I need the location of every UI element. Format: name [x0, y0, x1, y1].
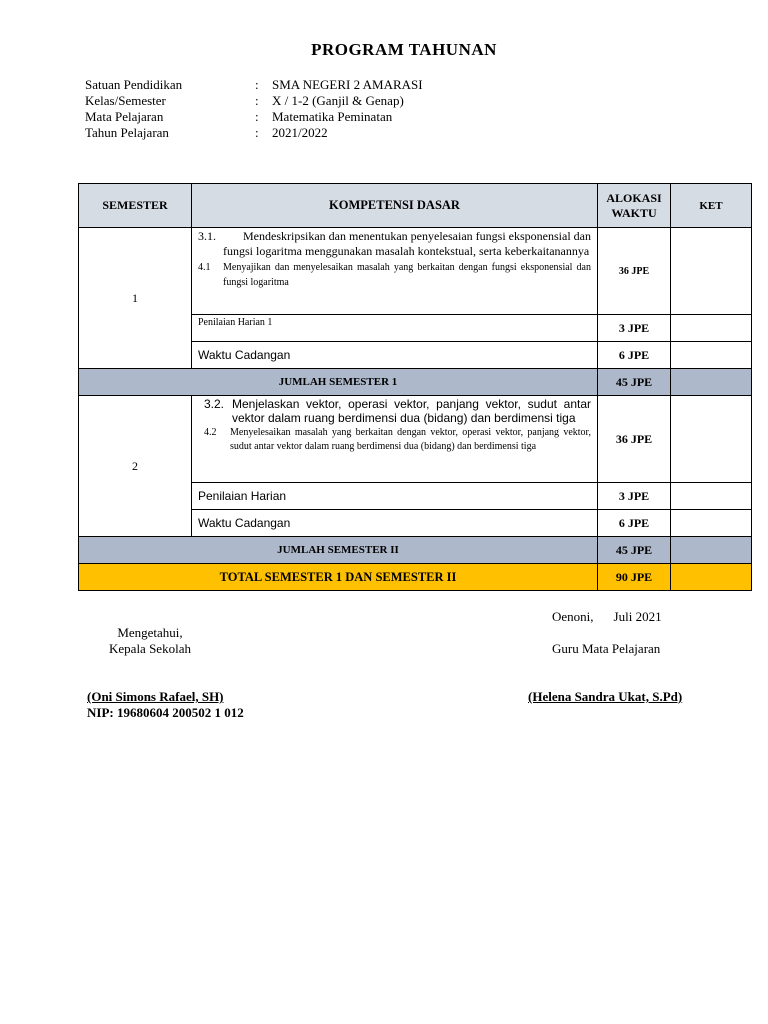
- ket-cell: [671, 510, 752, 537]
- table-header-row: [79, 184, 752, 228]
- semester-number: 1: [79, 228, 192, 369]
- signature-left-line1: Mengetahui,: [117, 625, 183, 640]
- kd-text: Menyelesaikan masalah yang berkaitan dengan vektor, operasi vektor, panjang vektor, sudut antar vektor dalam ruang berdimensi dua (bidang) dan berdimensi tiga: [230, 427, 591, 452]
- place-text: Oenoni,: [552, 609, 594, 624]
- info-label: Mata Pelajaran: [85, 109, 164, 124]
- kd-cell: [192, 396, 598, 483]
- signature-left-line2: Kepala Sekolah: [109, 641, 191, 656]
- kd-text: Menjelaskan vektor, operasi vektor, panjang vektor, sudut antar vektor dalam ruang berdimensi dua (bidang) dan berdimensi tiga: [232, 397, 591, 425]
- header-alokasi-line2: WAKTU: [611, 205, 657, 220]
- penilaian-label: Penilaian Harian: [192, 483, 598, 510]
- kd-text: Menyajikan dan menyelesaikan masalah yang berkaitan dengan fungsi eksponensial dan fungsi logaritma: [223, 262, 591, 288]
- date-text: Juli 2021: [613, 609, 662, 624]
- info-colon: :: [255, 125, 259, 140]
- info-value: SMA NEGERI 2 AMARASI: [272, 77, 423, 92]
- principal-nip: NIP: 19680604 200502 1 012: [87, 705, 244, 720]
- info-label: Kelas/Semester: [85, 93, 166, 108]
- kd-text: Mendeskripsikan dan menentukan penyelesaian fungsi eksponensial dan fungsi logaritma menggunakan masalah kontekstual, serta keberkaitanannya: [223, 229, 591, 258]
- ket-cell: [671, 537, 752, 564]
- ket-cell: [671, 342, 752, 369]
- kd-item: [198, 397, 591, 425]
- alokasi-value: 36 JPE: [598, 228, 671, 315]
- alokasi-value: 6 JPE: [598, 510, 671, 537]
- header-alokasi-line1: ALOKASI: [606, 190, 662, 205]
- ket-cell: [671, 483, 752, 510]
- cadangan-label: Waktu Cadangan: [192, 510, 598, 537]
- table-row-sum-sem2: [79, 537, 752, 564]
- ket-cell: [671, 396, 752, 483]
- info-label: Tahun Pelajaran: [85, 125, 169, 140]
- page-title: PROGRAM TAHUNAN: [311, 40, 497, 59]
- info-colon: :: [255, 109, 259, 124]
- semester-number: 2: [79, 396, 192, 537]
- kd-number: 3.1.: [198, 229, 216, 243]
- kd-item: [198, 229, 591, 259]
- info-value: Matematika Peminatan: [272, 109, 393, 124]
- alokasi-value: 6 JPE: [598, 342, 671, 369]
- header-ket: KET: [671, 184, 752, 228]
- signature-left: [100, 625, 200, 657]
- table-row-sem2-kd: [79, 396, 752, 483]
- program-table: [78, 183, 752, 591]
- info-row-mapel: [85, 109, 423, 125]
- teacher-name: (Helena Sandra Ukat, S.Pd): [528, 689, 683, 704]
- header-semester: SEMESTER: [79, 184, 192, 228]
- place-date: [552, 609, 662, 625]
- kd-number: 3.2.: [204, 397, 225, 411]
- kd-item: [198, 260, 591, 290]
- info-colon: :: [255, 93, 259, 108]
- penilaian-label: Penilaian Harian 1: [192, 315, 598, 342]
- alokasi-value: 3 JPE: [598, 315, 671, 342]
- ket-cell: [671, 369, 752, 396]
- total-label: TOTAL SEMESTER 1 DAN SEMESTER II: [79, 564, 598, 591]
- header-kompetensi-dasar: KOMPETENSI DASAR: [192, 184, 598, 228]
- info-colon: :: [255, 77, 259, 92]
- info-row-satuan: [85, 77, 423, 93]
- alokasi-value: 36 JPE: [598, 396, 671, 483]
- info-value: 2021/2022: [272, 125, 328, 140]
- sum-label: JUMLAH SEMESTER 1: [79, 369, 598, 396]
- info-row-kelas: [85, 93, 423, 109]
- info-label: Satuan Pendidikan: [85, 77, 183, 92]
- table-row-sem1-kd: [79, 228, 752, 315]
- kd-number: 4.1: [198, 262, 211, 273]
- sum-value: 45 JPE: [598, 369, 671, 396]
- table-row-sum-sem1: [79, 369, 752, 396]
- info-row-tahun: [85, 125, 423, 141]
- kd-number: 4.2: [204, 427, 217, 438]
- sum-label: JUMLAH SEMESTER II: [79, 537, 598, 564]
- info-block: [85, 77, 423, 141]
- table-row-total: [79, 564, 752, 591]
- ket-cell: [671, 564, 752, 591]
- signature-right-role: Guru Mata Pelajaran: [552, 641, 661, 656]
- kd-cell: [192, 228, 598, 315]
- alokasi-value: 3 JPE: [598, 483, 671, 510]
- header-alokasi-waktu: [598, 184, 671, 228]
- principal-name: (Oni Simons Rafael, SH): [87, 689, 224, 704]
- kd-item: [198, 426, 591, 454]
- ket-cell: [671, 315, 752, 342]
- ket-cell: [671, 228, 752, 315]
- info-value: X / 1-2 (Ganjil & Genap): [272, 93, 404, 108]
- cadangan-label: Waktu Cadangan: [192, 342, 598, 369]
- sum-value: 45 JPE: [598, 537, 671, 564]
- total-value: 90 JPE: [598, 564, 671, 591]
